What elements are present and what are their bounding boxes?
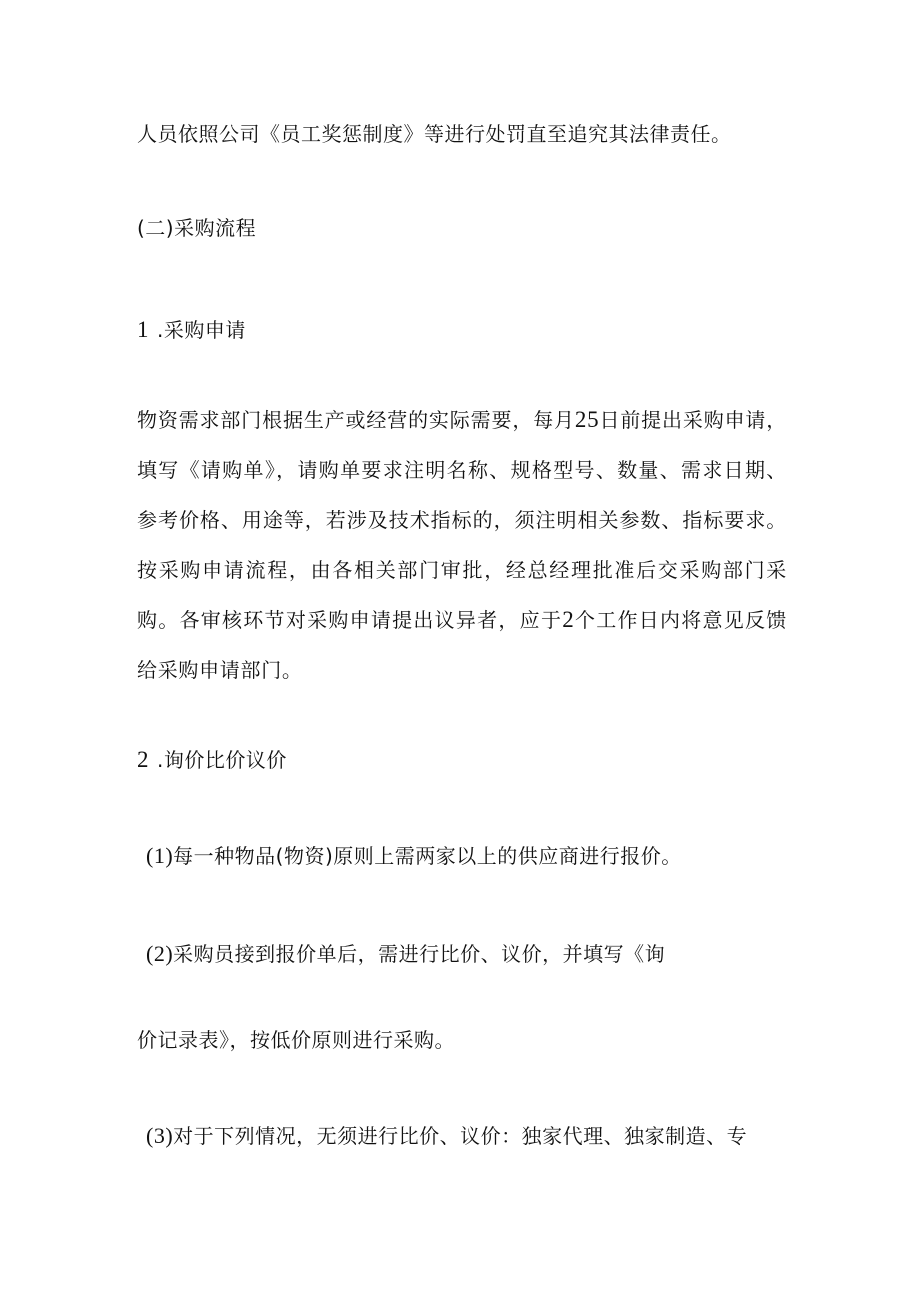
list-item-3: [146, 1122, 747, 1150]
paragraph-text-c: 个工作日内将意见反馈给采购申请部门。: [137, 608, 788, 682]
heading-text: .采购申请: [157, 318, 246, 342]
list-item-number: (3): [146, 1123, 174, 1148]
list-item-1: [146, 842, 682, 870]
list-item-text: 采购员接到报价单后，需进行比价、议价，并填写《询: [173, 942, 666, 966]
heading-inquiry: [137, 746, 287, 774]
section-title: [137, 214, 256, 242]
heading-number: 1: [137, 317, 149, 342]
text-line-penalty: [137, 120, 732, 148]
heading-number: 2: [137, 747, 149, 772]
list-item-text: 每一种物品(物资)原则上需两家以上的供应商进行报价。: [173, 844, 682, 868]
paragraph-number-b: 2: [562, 607, 575, 632]
list-item-text: 价记录表》，按低价原则进行采购。: [137, 1028, 455, 1052]
list-item-text: 对于下列情况，无须进行比价、议价：独家代理、独家制造、专: [173, 1124, 748, 1148]
paragraph-text-b: 日前提出采购申请，填写《请购单》，请购单要求注明名称、规格型号、数量、需求日期、参考价格、用途等，若涉及技术指标的，须注明相关参数、指标要求。按采购申请流程，由各相关部门审批，经总经理批准后交采购部门采购。各审核环节对采购申请提出议异者，应于: [137, 408, 787, 632]
list-item-2-continuation: [137, 1026, 455, 1054]
list-item-2: [146, 940, 665, 968]
paragraph-number-a: 25: [574, 407, 600, 432]
list-item-number: (1): [146, 843, 174, 868]
paragraph-text-a: 物资需求部门根据生产或经营的实际需要，每月: [137, 408, 575, 432]
heading-purchase-request: [137, 316, 246, 344]
paragraph-purchase-request: [137, 395, 787, 695]
section-title-text: (二)采购流程: [137, 216, 257, 240]
heading-text: .询价比价议价: [157, 748, 287, 772]
list-item-number: (2): [146, 941, 174, 966]
text-line-penalty-text: 人员依照公司《员工奖惩制度》等进行处罚直至追究其法律责任。: [137, 122, 732, 146]
